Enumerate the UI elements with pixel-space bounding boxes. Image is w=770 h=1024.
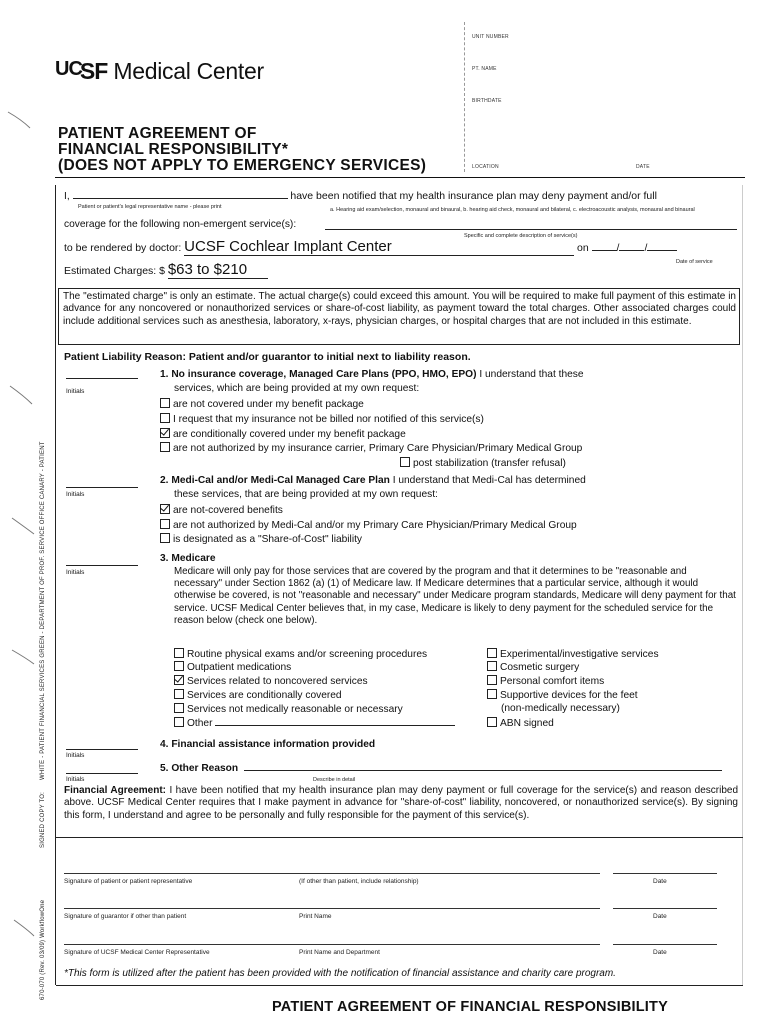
s1-line2: services, which are being provided at my own request: bbox=[174, 383, 420, 394]
on-label: on bbox=[577, 242, 589, 254]
s1-opt-1 bbox=[160, 398, 364, 410]
s5-row bbox=[160, 763, 722, 774]
s1-opt-2-label: I request that my insurance not be billed nor notified of this service(s) bbox=[173, 414, 484, 425]
s3-left-2-label: Outpatient medications bbox=[187, 662, 292, 673]
unit-number-label: UNIT NUMBER bbox=[472, 34, 509, 40]
s2-opt-2-checkbox[interactable] bbox=[160, 519, 170, 529]
s3-right-1-label: Experimental/investigative services bbox=[500, 649, 659, 660]
form-number-sidebar: 670-070 (Rev. 03/09) WorkflowOne bbox=[40, 899, 46, 1000]
section-1-title bbox=[160, 369, 584, 380]
logo-sf: SF bbox=[79, 58, 108, 84]
s1-opt-2-checkbox[interactable] bbox=[160, 413, 170, 423]
s3-left-6 bbox=[174, 717, 455, 729]
s2-opt-3-checkbox[interactable] bbox=[160, 533, 170, 543]
s1-opt-1-label: are not covered under my benefit package bbox=[173, 399, 364, 410]
initials-label-2: Initials bbox=[66, 491, 85, 498]
sig2-print-name-label: Print Name bbox=[299, 913, 332, 920]
initials-label-1: Initials bbox=[66, 388, 85, 395]
s1-opt-4-checkbox[interactable] bbox=[160, 442, 170, 452]
s3-left-3 bbox=[174, 675, 368, 687]
s2-rest: I understand that Medi-Cal has determined bbox=[392, 475, 586, 486]
s1-opt-3-label: are conditionally covered under my benefit package bbox=[173, 429, 406, 440]
initials-line-5[interactable] bbox=[66, 773, 138, 774]
s3-title: 3. Medicare bbox=[160, 553, 216, 564]
other-reason-field[interactable] bbox=[215, 725, 455, 726]
charges-label: Estimated Charges: $ bbox=[64, 265, 165, 277]
notified-text: have been notified that my health insurance plan may deny payment and/or full bbox=[290, 190, 657, 202]
initials-label-4: Initials bbox=[66, 752, 85, 759]
agreement-text: I have been notified that my health insurance plan may deny payment or full coverage for the service(s) and reason described above. UCSF Medical Center requires that I make payment in advance for "share-of-cost" liability, noncovered, or nonauthorized service(s). By signing this form, I understand and agree to be personally and fully responsible for the payment of this service(s). bbox=[64, 785, 739, 821]
s2-opt-3 bbox=[160, 533, 362, 545]
s3-left-6-label: Other bbox=[187, 718, 213, 729]
sig2-date-label: Date bbox=[653, 913, 667, 920]
service-year-field[interactable] bbox=[647, 250, 677, 251]
date-separator-2: / bbox=[644, 242, 648, 254]
s3-right-2 bbox=[487, 661, 579, 673]
initials-line-4[interactable] bbox=[66, 749, 138, 750]
sig1-relationship-label: (If other than patient, include relationship) bbox=[299, 878, 419, 885]
doctor-row bbox=[64, 238, 677, 256]
other-reason-detail-field[interactable] bbox=[244, 770, 722, 771]
s2-opt-1-checkbox[interactable] bbox=[160, 504, 170, 514]
agreement-rule bbox=[56, 837, 743, 838]
coverage-text: coverage for the following non-emergent service(s): bbox=[64, 219, 297, 230]
initials-line-3[interactable] bbox=[66, 565, 138, 566]
footnote-rule bbox=[56, 985, 743, 986]
pt-name-label: PT. NAME bbox=[472, 66, 497, 72]
sig3-label: Signature of UCSF Medical Center Representative bbox=[64, 949, 210, 956]
s1-opt-2 bbox=[160, 413, 484, 425]
s2-opt-3-label: is designated as a "Share-of-Cost" liability bbox=[173, 534, 363, 545]
footnote: *This form is utilized after the patient has been provided with the notification of financial assistance and charity care program. bbox=[64, 968, 616, 979]
liability-heading: Patient Liability Reason: Patient and/or guarantor to initial next to liability reason. bbox=[64, 351, 471, 363]
doctor-label: to be rendered by doctor: bbox=[64, 242, 182, 254]
s3-right-6 bbox=[487, 717, 554, 729]
s1-opt-4-label: are not authorized by my insurance carrier, Primary Care Physician/Primary Medical Group bbox=[173, 443, 583, 454]
s4-title: 4. Financial assistance information provided bbox=[160, 739, 376, 750]
sig3-print-name-label: Print Name and Department bbox=[299, 949, 380, 956]
initials-label-5: Initials bbox=[66, 776, 85, 783]
s3-left-5-label: Services not medically reasonable or necessary bbox=[187, 704, 403, 715]
intro-line-1 bbox=[64, 190, 657, 203]
sig1-label: Signature of patient or patient representative bbox=[64, 878, 193, 885]
initials-line-2[interactable] bbox=[66, 487, 138, 488]
s3-right-3-checkbox[interactable] bbox=[487, 675, 497, 685]
s3-left-3-label: Services related to noncovered services bbox=[187, 676, 368, 687]
s3-right-4-note: (non-medically necessary) bbox=[501, 703, 620, 714]
charges-row bbox=[64, 261, 268, 279]
punch-marks bbox=[0, 0, 40, 1024]
specific-description-label: Specific and complete description of service(s) bbox=[464, 233, 578, 239]
location-label: LOCATION bbox=[472, 164, 499, 170]
s3-right-2-checkbox[interactable] bbox=[487, 661, 497, 671]
service-month-field[interactable] bbox=[592, 250, 617, 251]
date-of-service-label: Date of service bbox=[676, 259, 713, 265]
s3-right-3-label: Personal comfort items bbox=[500, 676, 605, 687]
estimated-charges-field[interactable]: $63 to $210 bbox=[168, 261, 268, 279]
header-rule bbox=[55, 177, 745, 178]
sig-line-2[interactable] bbox=[64, 908, 600, 909]
stamp-divider bbox=[464, 22, 465, 172]
birthdate-label: BIRTHDATE bbox=[472, 98, 502, 104]
sig2-label: Signature of guarantor if other than patient bbox=[64, 913, 187, 920]
services-sublabel: a. Hearing aid exam/selection, monaural and binaural, b. hearing aid check, monaural and bilateral, c. electroacoustic analysis, monaural and binaural bbox=[330, 207, 695, 213]
s2-title: 2. Medi-Cal and/or Medi-Cal Managed Care Plan bbox=[160, 475, 390, 486]
title-line-1: PATIENT AGREEMENT OF bbox=[58, 125, 257, 142]
s3-left-4-checkbox[interactable] bbox=[174, 689, 184, 699]
s3-left-5 bbox=[174, 703, 403, 715]
s1-opt-3 bbox=[160, 428, 406, 440]
date-label: DATE bbox=[636, 164, 650, 170]
s2-opt-2-label: are not authorized by Medi-Cal and/or my Primary Care Physician/Primary Medical Group bbox=[173, 520, 577, 531]
s3-left-2-checkbox[interactable] bbox=[174, 661, 184, 671]
signed-copy-sidebar: SIGNED COPY TO: bbox=[40, 791, 46, 848]
title-line-2: FINANCIAL RESPONSIBILITY* bbox=[58, 141, 289, 158]
s1-opt-1-checkbox[interactable] bbox=[160, 398, 170, 408]
s3-right-1-checkbox[interactable] bbox=[487, 648, 497, 658]
logo-text: Medical Center bbox=[113, 58, 264, 84]
s3-right-6-label: ABN signed bbox=[500, 718, 554, 729]
section-2-title bbox=[160, 475, 586, 486]
ucsf-logo bbox=[55, 58, 264, 85]
s3-left-4 bbox=[174, 689, 342, 701]
service-day-field[interactable] bbox=[619, 250, 644, 251]
title-line-3: (DOES NOT APPLY TO EMERGENCY SERVICES) bbox=[58, 157, 427, 174]
s3-left-1 bbox=[174, 648, 427, 660]
s1-rest: I understand that these bbox=[479, 369, 584, 380]
s3-right-4-label: Supportive devices for the feet bbox=[500, 690, 638, 701]
services-field-line bbox=[325, 229, 737, 230]
describe-detail-label: Describe in detail bbox=[313, 777, 356, 783]
sig-line-3[interactable] bbox=[64, 944, 600, 945]
s3-left-5-checkbox[interactable] bbox=[174, 703, 184, 713]
s3-right-4 bbox=[487, 689, 638, 701]
logo-uc: UC bbox=[55, 58, 82, 80]
s3-right-6-checkbox[interactable] bbox=[487, 717, 497, 727]
s1-opt-5-checkbox[interactable] bbox=[400, 457, 410, 467]
routing-sidebar: WHITE - PATIENT FINANCIAL SERVICES GREEN - DEPARTMENT OF PROF. SERVICE OFFICE CANARY - PATIENT bbox=[40, 441, 46, 780]
sig2-date-line[interactable] bbox=[613, 908, 717, 909]
s1-opt-5-label: post stabilization (transfer refusal) bbox=[413, 458, 566, 469]
s3-left-1-checkbox[interactable] bbox=[174, 648, 184, 658]
initials-line-1[interactable] bbox=[66, 378, 138, 379]
s3-left-4-label: Services are conditionally covered bbox=[187, 690, 342, 701]
s1-opt-4 bbox=[160, 442, 582, 454]
s3-right-1 bbox=[487, 648, 659, 660]
patient-name-sublabel: Patient or patient's legal representative name - please print bbox=[78, 204, 222, 210]
s1-opt-3-checkbox[interactable] bbox=[160, 428, 170, 438]
agreement-label: Financial Agreement: bbox=[64, 785, 166, 796]
sig3-date-line[interactable] bbox=[613, 944, 717, 945]
date-separator-1: / bbox=[616, 242, 620, 254]
s3-left-3-checkbox[interactable] bbox=[174, 675, 184, 685]
s3-left-6-checkbox[interactable] bbox=[174, 717, 184, 727]
financial-agreement bbox=[64, 785, 738, 822]
sig3-date-label: Date bbox=[653, 949, 667, 956]
form-title bbox=[58, 126, 426, 174]
s3-right-4-checkbox[interactable] bbox=[487, 689, 497, 699]
s2-opt-1-label: are not-covered benefits bbox=[173, 505, 283, 516]
sig1-date-label: Date bbox=[653, 878, 667, 885]
patient-name-field[interactable] bbox=[73, 198, 288, 199]
s3-left-2 bbox=[174, 661, 291, 673]
estimate-notice-text: The "estimated charge" is only an estimate. The actual charge(s) could exceed this amount. You will be required to make full payment of this estimate in advance for any noncovered or nonauthorized services or share-of-cost liability, as payment toward the total charges. Other associated charges could include additional services such as anesthesia, laboratory, x-rays, physician charges, or hospital charges that are not included in this estimate. bbox=[63, 291, 736, 327]
s1-opt-5 bbox=[400, 457, 566, 469]
s3-right-2-label: Cosmetic surgery bbox=[500, 662, 580, 673]
s3-left-1-label: Routine physical exams and/or screening procedures bbox=[187, 649, 428, 660]
s2-opt-2 bbox=[160, 519, 577, 531]
initials-label-3: Initials bbox=[66, 569, 85, 576]
s5-title: 5. Other Reason bbox=[160, 763, 239, 774]
s1-title: 1. No insurance coverage, Managed Care Plans (PPO, HMO, EPO) bbox=[160, 369, 477, 380]
doctor-field[interactable]: UCSF Cochlear Implant Center bbox=[184, 238, 574, 256]
sig1-date-line[interactable] bbox=[613, 873, 717, 874]
footer-title: PATIENT AGREEMENT OF FINANCIAL RESPONSIBILITY bbox=[272, 999, 668, 1015]
s2-opt-1 bbox=[160, 504, 283, 516]
i-label: I, bbox=[64, 191, 70, 202]
s3-right-3 bbox=[487, 675, 604, 687]
form-right-border bbox=[742, 185, 743, 985]
sig-line-1[interactable] bbox=[64, 873, 600, 874]
s2-line2: these services, that are being provided at my own request: bbox=[174, 489, 438, 500]
s3-text: Medicare will only pay for those services that are covered by the program and that it determines to be "reasonable and necessary" under Section 1862 (a) (1) of Medicare law. If Medicare determines that a particular service, although it would otherwise be covered, is not "reasonable and necessary" under Medicare program standards, Medicare will deny payment for that service. UCSF Medical Center believes that, in my case, Medicare is likely to deny payment for the scheduled service for the reason below (check one below). bbox=[174, 566, 736, 626]
